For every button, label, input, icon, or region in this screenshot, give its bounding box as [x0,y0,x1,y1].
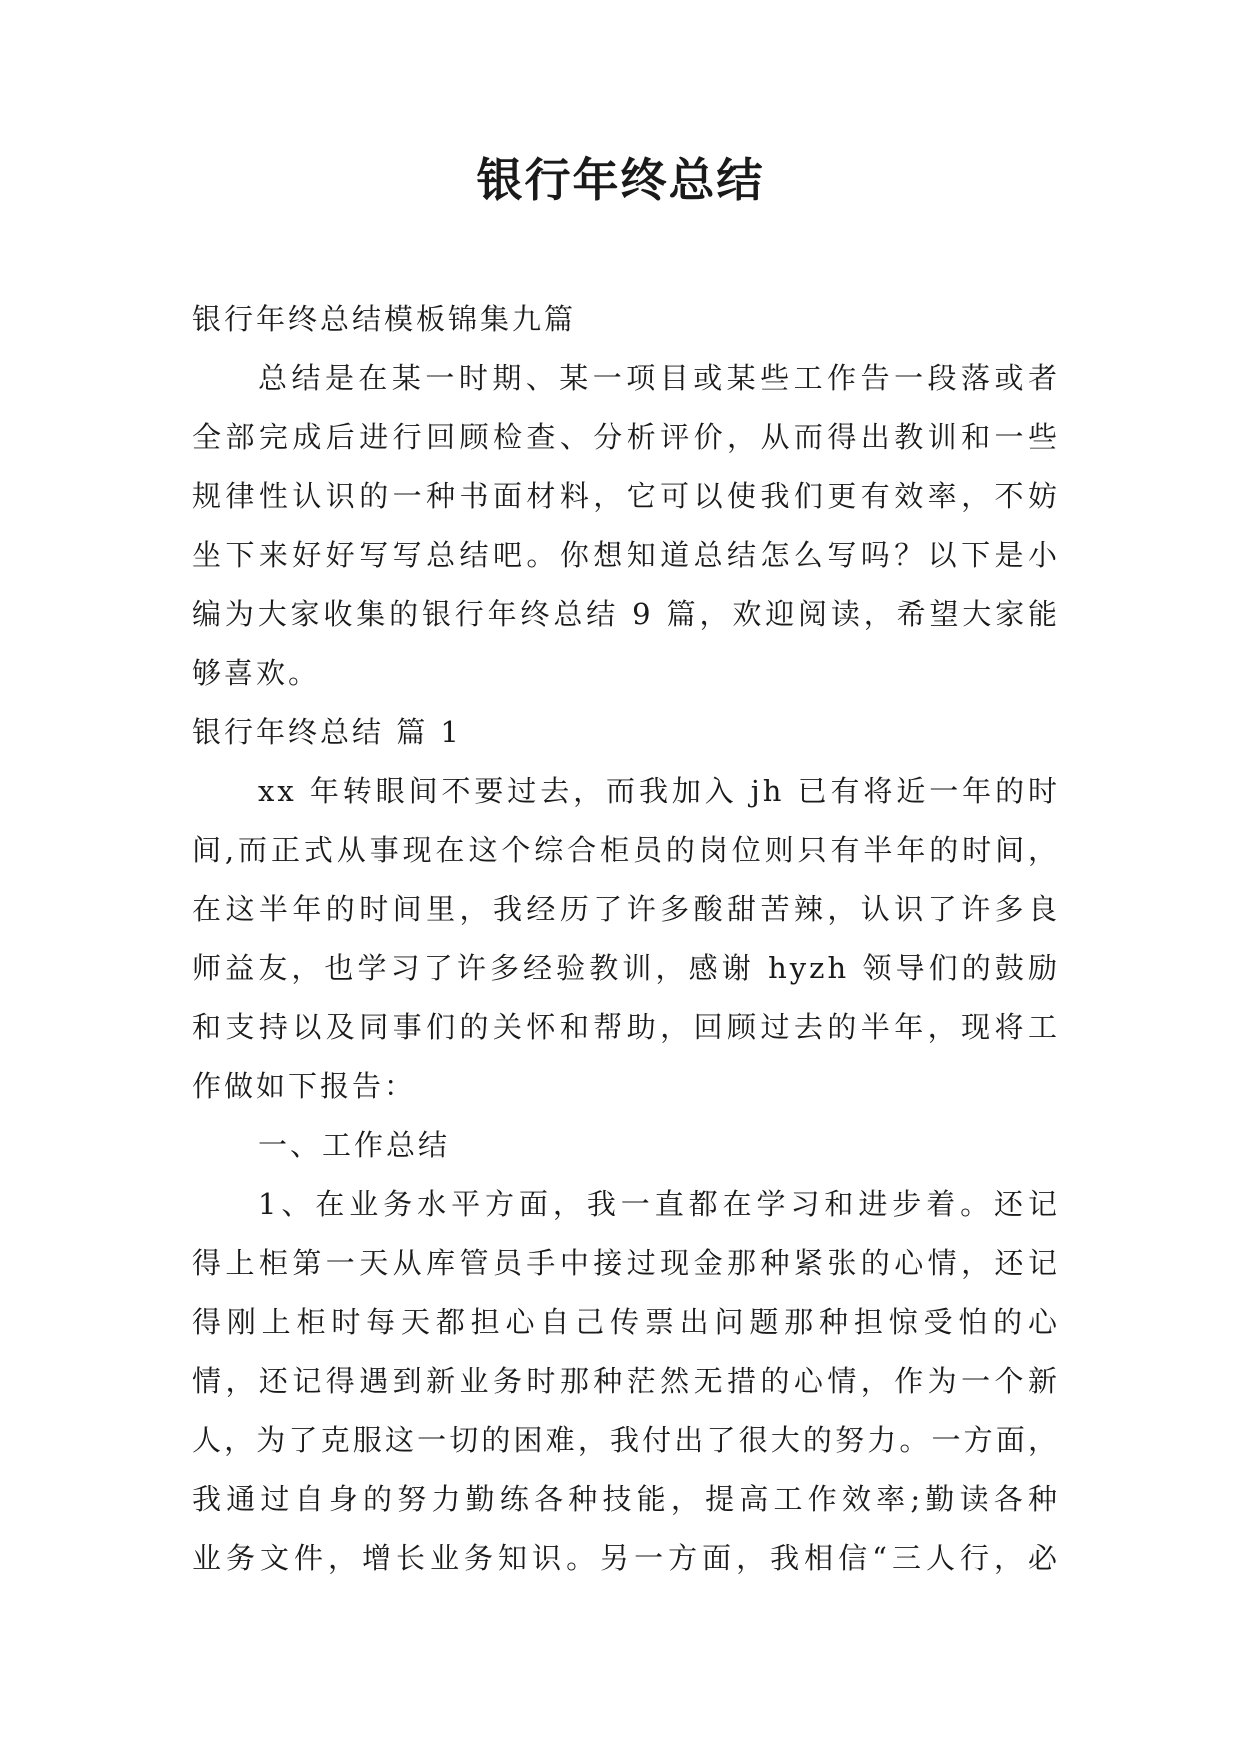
text-line: 得上柜第一天从库管员手中接过现金那种紧张的心情，还记 [192,1246,1060,1280]
document-title: 银行年终总结 [476,153,765,207]
text-line: 全部完成后进行回顾检查、分析评价，从而得出教训和一些 [192,420,1060,454]
text-line: 银行年终总结 篇 1 [192,715,462,749]
text-line: 规律性认识的一种书面材料，它可以使我们更有效率，不妨 [192,479,1060,513]
text-line: xx 年转眼间不要过去，而我加入 jh 已有将近一年的时 [258,774,1060,808]
text-line: 作做如下报告： [192,1069,417,1103]
text-line: 够喜欢。 [192,656,321,690]
text-line: 得刚上柜时每天都担心自己传票出问题那种担惊受怕的心 [192,1305,1060,1339]
text-line: 和支持以及同事们的关怀和帮助，回顾过去的半年，现将工 [192,1010,1060,1044]
document-body [192,290,1060,1588]
text-line: 银行年终总结模板锦集九篇 [192,302,577,336]
text-line: 业务文件，增长业务知识。另一方面，我相信“三人行，必 [192,1541,1060,1575]
text-line: 1、在业务水平方面，我一直都在学习和进步着。还记 [258,1187,1060,1221]
text-line: 在这半年的时间里，我经历了许多酸甜苦辣，认识了许多良 [192,892,1060,926]
text-line: 人，为了克服这一切的困难，我付出了很大的努力。一方面， [192,1423,1060,1457]
text-line: 坐下来好好写写总结吧。你想知道总结怎么写吗？以下是小 [192,538,1060,572]
text-line: 一、工作总结 [258,1128,451,1162]
text-line: 编为大家收集的银行年终总结 9 篇，欢迎阅读，希望大家能 [192,597,1060,631]
text-line: 情，还记得遇到新业务时那种茫然无措的心情，作为一个新 [192,1364,1060,1398]
text-line: 间,而正式从事现在这个综合柜员的岗位则只有半年的时间， [192,833,1060,867]
text-line: 我通过自身的努力勤练各种技能，提高工作效率;勤读各种 [192,1482,1060,1516]
text-line: 师益友，也学习了许多经验教训，感谢 hyzh 领导们的鼓励 [192,951,1060,985]
text-line: 总结是在某一时期、某一项目或某些工作告一段落或者 [258,361,1060,395]
